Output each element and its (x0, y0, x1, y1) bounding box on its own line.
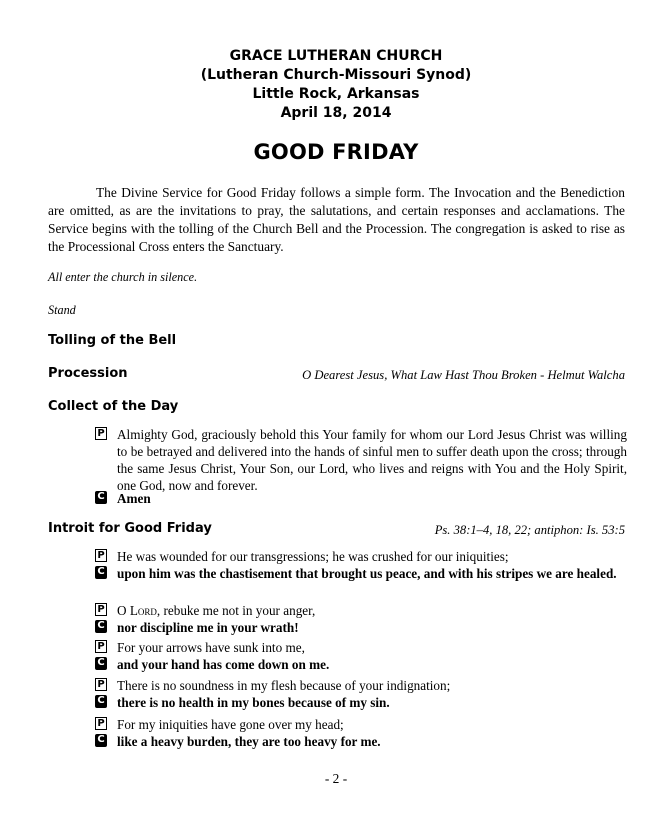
introit-pastor-line-5 (95, 716, 627, 733)
congregation-marker-icon: C (95, 657, 107, 670)
synod-name: (Lutheran Church-Missouri Synod) (200, 67, 472, 83)
rubric-enter-silence: All enter the church in silence. (48, 270, 198, 284)
introit-congregation-text-5: like a heavy burden, they are too heavy for me. (117, 734, 381, 749)
pastor-marker-icon: P (95, 717, 107, 730)
heading-collect-of-day: Collect of the Day (48, 399, 179, 414)
introit-congregation-line-3 (95, 656, 627, 673)
procession-hymn-note: O Dearest Jesus, What Law Hast Thou Broken - Helmut Walcha (302, 368, 625, 382)
introit-pastor-line-3 (95, 639, 627, 656)
pastor-marker-icon: P (95, 678, 107, 691)
congregation-marker-icon: C (95, 620, 107, 633)
introit-pastor-text-5: For my iniquities have gone over my head; (117, 717, 344, 732)
introit-pastor-text-2: O Lord, rebuke me not in your anger, (117, 603, 316, 618)
introit-congregation-text-4: there is no health in my bones because of my sin. (117, 695, 390, 710)
pastor-marker-icon: P (95, 427, 107, 440)
heading-introit: Introit for Good Friday (48, 521, 212, 536)
introit-congregation-text-1: upon him was the chastisement that brought us peace, and with his stripes we are healed. (117, 566, 617, 581)
lord-small-caps: Lord (129, 603, 157, 618)
introit-congregation-line-1 (95, 565, 627, 582)
introit-pastor-line-1 (95, 548, 627, 565)
church-location: Little Rock, Arkansas (252, 86, 420, 102)
introit-pastor-line-4 (95, 677, 627, 694)
collect-pastor-line (95, 426, 627, 494)
page-number: - 2 - (324, 771, 348, 786)
introit-congregation-text-2: nor discipline me in your wrath! (117, 620, 299, 635)
congregation-marker-icon: C (95, 491, 107, 504)
congregation-marker-icon: C (95, 566, 107, 579)
introit-congregation-line-4 (95, 694, 627, 711)
page-title: GOOD FRIDAY (253, 140, 419, 164)
introit-pastor-line-2 (95, 602, 627, 619)
congregation-marker-icon: C (95, 695, 107, 708)
collect-pastor-text: Almighty God, graciously behold this Your family for whom our Lord Jesus Christ was willing to be betrayed and delivered into the hands of sinful men to suffer death upon the cross; through the same Jesus Christ, Your Son, our Lord, who lives and reigns with You and the Holy Spirit, one God, now and forever. (117, 427, 627, 493)
introit-congregation-line-2 (95, 619, 627, 636)
pastor-marker-icon: P (95, 640, 107, 653)
introit-reference-note: Ps. 38:1–4, 18, 22; antiphon: Is. 53:5 (434, 523, 625, 537)
church-name: GRACE LUTHERAN CHURCH (229, 48, 443, 64)
introit-congregation-text-3: and your hand has come down on me. (117, 657, 330, 672)
rubric-stand: Stand (48, 303, 76, 317)
congregation-marker-icon: C (95, 734, 107, 747)
introit-pastor-text-4: There is no soundness in my flesh because of your indignation; (117, 678, 451, 693)
collect-congregation-text: Amen (117, 491, 151, 506)
collect-congregation-line (95, 490, 627, 507)
pastor-marker-icon: P (95, 549, 107, 562)
pastor-marker-icon: P (95, 603, 107, 616)
introit-congregation-line-5 (95, 733, 627, 750)
introit-pastor-text-1: He was wounded for our transgressions; he was crushed for our iniquities; (117, 549, 509, 564)
heading-tolling-of-bell: Tolling of the Bell (48, 333, 177, 348)
service-date: April 18, 2014 (280, 105, 392, 121)
intro-paragraph: The Divine Service for Good Friday follows a simple form. The Invocation and the Benediction are omitted, as are the invitations to pray, the salutations, and certain responses and acclamations. The Service begins with the tolling of the Church Bell and the Procession. The congregation is asked to rise as the Processional Cross enters the Sanctuary. (48, 185, 625, 254)
introit-pastor-text-3: For your arrows have sunk into me, (117, 640, 305, 655)
heading-procession: Procession (48, 366, 128, 381)
